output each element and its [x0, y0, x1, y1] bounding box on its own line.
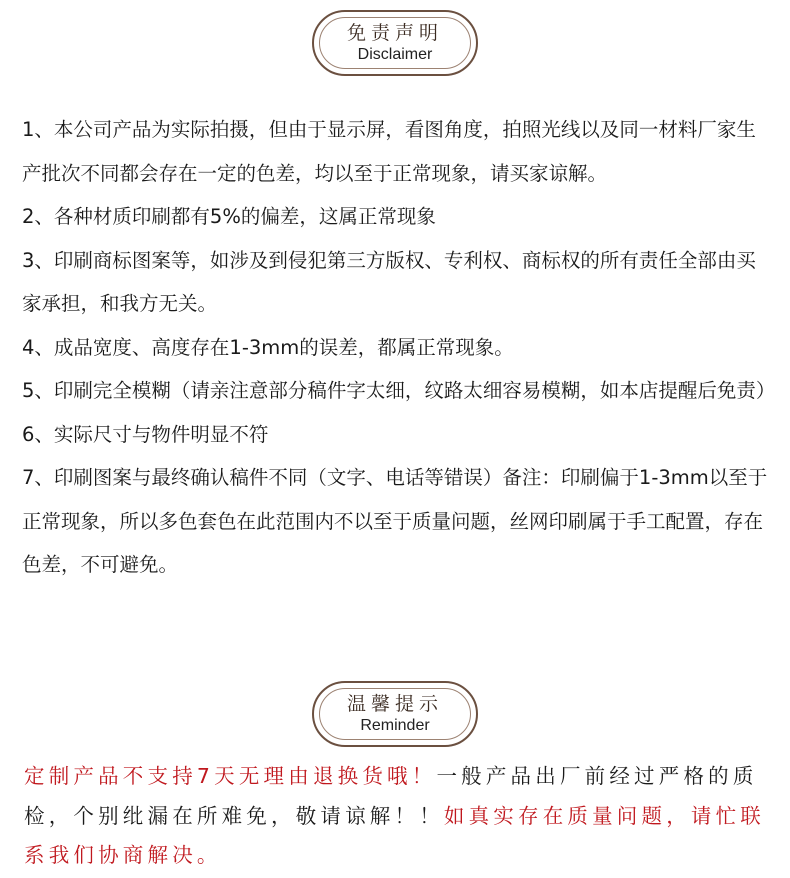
reminder-no-return: 定制产品不支持7天无理由退换货哦！ — [24, 764, 437, 788]
disclaimer-title-en: Disclaimer — [357, 46, 433, 63]
disclaimer-title-cn: 免责声明 — [346, 22, 443, 44]
disclaimer-badge — [312, 10, 478, 76]
disclaimer-item: 3、印刷商标图案等，如涉及到侵犯第三方版权、专利权、商标权的所有责任全部由买家承担，和我方无关。 — [22, 248, 756, 315]
reminder-contact: 如真实存在质量问题，请忙联系我们协商解决。 — [24, 803, 766, 867]
reminder-title-cn: 温馨提示 — [346, 693, 443, 715]
disclaimer-item: 2、各种材质印刷都有5%的偏差，这属正常现象 — [22, 205, 436, 228]
reminder-title-en: Reminder — [360, 717, 430, 734]
disclaimer-item: 5、印刷完全模糊（请亲注意部分稿件字太细，纹路太细容易模糊，如本店提醒后免责） — [22, 379, 776, 402]
disclaimer-item: 1、本公司产品为实际拍摄，但由于显示屏，看图角度，拍照光线以及同一材料厂家生产批次不同都会存在一定的色差，均以至于正常现象，请买家谅解。 — [22, 118, 756, 185]
disclaimer-item: 4、成品宽度、高度存在1-3mm的误差，都属正常现象。 — [22, 335, 514, 359]
reminder-badge — [312, 681, 478, 747]
reminder-quality-check: 一般产品出厂前经过严格的质检，个别纰漏在所难免，敬请谅解！！ — [24, 764, 758, 828]
disclaimer-item: 7、印刷图案与最终确认稿件不同（文字、电话等错误）备注：印刷偏于1-3mm以至于正常现象，所以多色套色在此范围内不以至于质量问题，丝网印刷属于手工配置，存在色差，不可避免。 — [22, 466, 768, 576]
disclaimer-list — [22, 108, 776, 587]
disclaimer-item: 6、实际尺寸与物件明显不符 — [22, 422, 269, 446]
reminder-text — [24, 757, 776, 876]
